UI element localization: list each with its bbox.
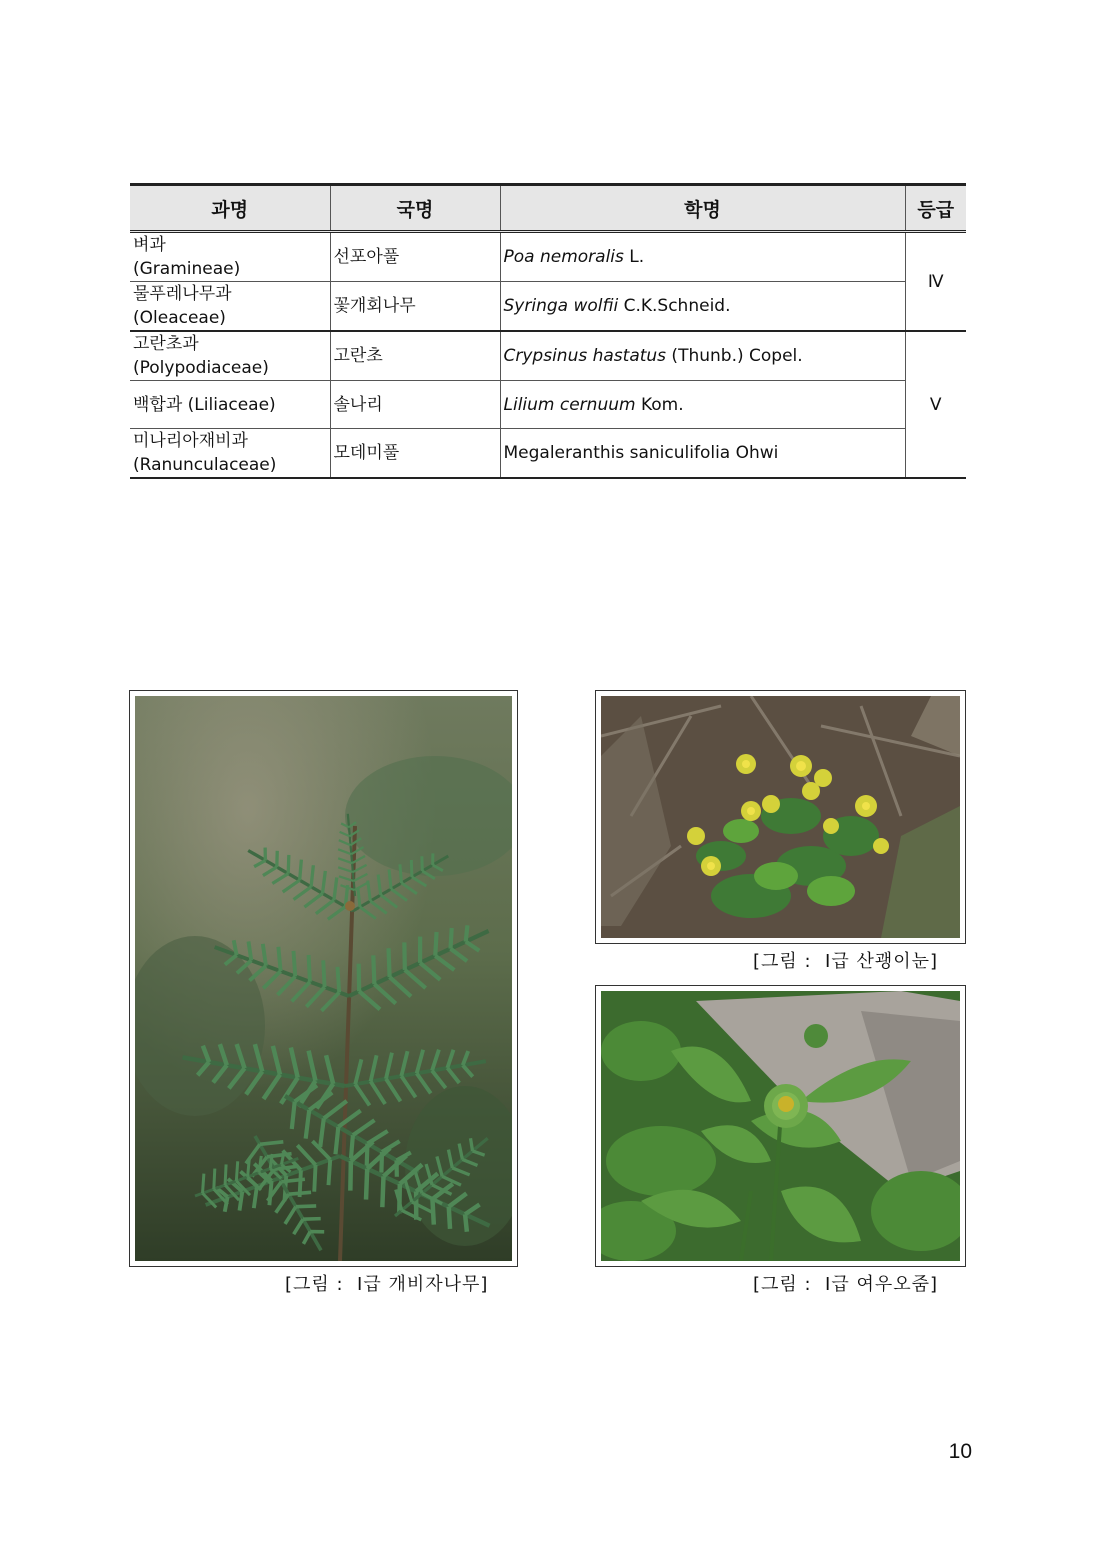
- korean-name-cell: 모데미풀: [330, 429, 500, 479]
- family-korean: 고란초과: [133, 334, 199, 354]
- table-row: [130, 381, 966, 429]
- family-cell: [130, 232, 330, 282]
- grade-cell: Ⅴ: [905, 331, 966, 478]
- scientific-name-italic: Crypsinus hastatus: [503, 346, 667, 366]
- scientific-name-author: Kom.: [635, 394, 684, 415]
- scientific-name-author: C.K.Schneid.: [618, 296, 731, 316]
- table-row: [130, 232, 966, 282]
- plum-yew-illustration: [135, 696, 512, 1261]
- scientific-name-italic: Lilium cernuum: [503, 394, 636, 415]
- family-korean: 백합과 (Liliaceae): [133, 394, 276, 415]
- scientific-name-italic: Syringa wolfii: [503, 296, 619, 316]
- header-grade: 등급: [905, 185, 966, 232]
- header-korean-name: 국명: [330, 185, 500, 232]
- photo-frame-carpesium: [595, 985, 966, 1267]
- header-family: 과명: [130, 185, 330, 232]
- scientific-name-cell: [500, 429, 905, 479]
- scientific-name-author: Megaleranthis saniculifolia Ohwi: [503, 443, 779, 463]
- family-latin: (Oleaceae): [133, 308, 226, 328]
- family-cell: [130, 331, 330, 381]
- scientific-name-cell: [500, 331, 905, 381]
- scientific-name-cell: [500, 282, 905, 332]
- scientific-name-cell: [500, 232, 905, 282]
- scientific-name-author: (Thunb.) Copel.: [666, 346, 803, 366]
- table-row: [130, 429, 966, 479]
- species-table: [130, 183, 966, 479]
- photo-golden-saxifrage: [601, 696, 960, 938]
- photo-carpesium: [601, 991, 960, 1261]
- family-latin: (Ranunculaceae): [133, 455, 277, 475]
- table-header-row: [130, 185, 966, 232]
- scientific-name-italic: Poa nemoralis: [503, 247, 624, 267]
- family-korean: 물푸레나무과: [133, 284, 232, 304]
- table-row: [130, 331, 966, 381]
- table-row: [130, 282, 966, 332]
- photo-frame-plum-yew: [129, 690, 518, 1267]
- family-korean: 미나리아재비과: [133, 431, 248, 451]
- family-cell: [130, 429, 330, 479]
- family-cell: [130, 282, 330, 332]
- korean-name-cell: 솔나리: [330, 381, 500, 429]
- family-cell: [130, 381, 330, 429]
- family-latin: (Gramineae): [133, 259, 241, 279]
- korean-name-cell: 꽃개회나무: [330, 282, 500, 332]
- photo-plum-yew: [135, 696, 512, 1261]
- grade-cell: Ⅳ: [905, 232, 966, 332]
- caption-carpesium: [그림 : Ⅰ급 여우오줌]: [753, 1274, 939, 1295]
- family-korean: 벼과: [133, 235, 166, 255]
- scientific-name-author: L.: [623, 247, 645, 267]
- page-number: 10: [948, 1440, 972, 1463]
- photo-frame-golden-saxifrage: [595, 690, 966, 944]
- caption-golden-saxifrage: [그림 : Ⅰ급 산괭이눈]: [753, 951, 939, 972]
- carpesium-illustration: [601, 991, 960, 1261]
- scientific-name-cell: [500, 381, 905, 429]
- korean-name-cell: 선포아풀: [330, 232, 500, 282]
- golden-saxifrage-illustration: [601, 696, 960, 938]
- korean-name-cell: 고란초: [330, 331, 500, 381]
- caption-plum-yew: [그림 : Ⅰ급 개비자나무]: [285, 1274, 489, 1295]
- family-latin: (Polypodiaceae): [133, 358, 269, 378]
- header-scientific-name: 학명: [500, 185, 905, 232]
